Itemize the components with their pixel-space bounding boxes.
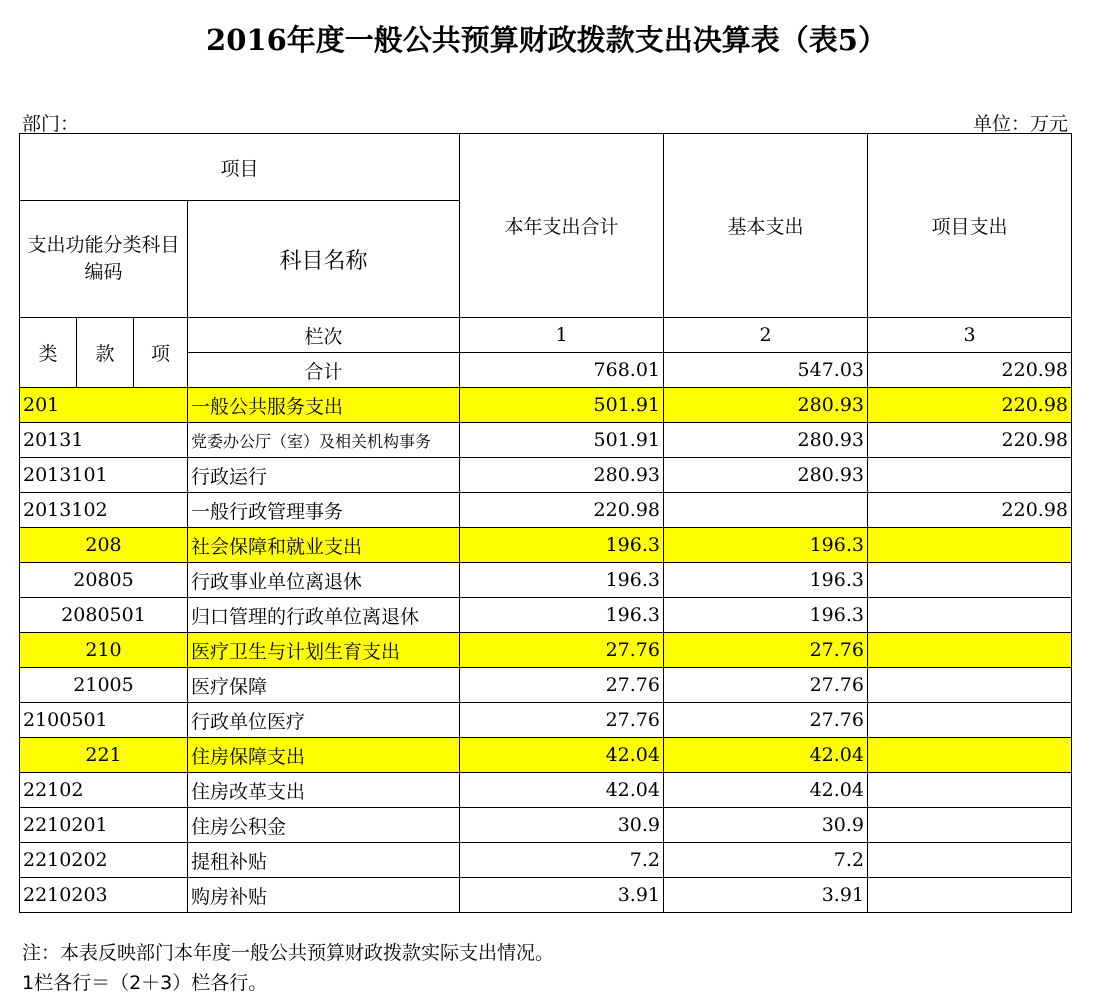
row-basic: 280.93 (664, 423, 868, 458)
row-basic: 280.93 (664, 388, 868, 423)
row-total: 27.76 (460, 668, 664, 703)
row-code: 2080501 (20, 598, 188, 633)
row-code: 210 (20, 633, 188, 668)
table-row (20, 563, 1072, 598)
header-func-code (20, 201, 188, 318)
row-total: 7.2 (460, 843, 664, 878)
row-basic: 30.9 (664, 808, 868, 843)
row-code: 2013101 (20, 458, 188, 493)
row-basic: 27.76 (664, 668, 868, 703)
row-project: 220.98 (868, 493, 1072, 528)
row-basic: 196.3 (664, 598, 868, 633)
row-subject-name: 医疗卫生与计划生育支出 (188, 633, 460, 668)
header-basic: 基本支出 (664, 134, 868, 318)
department-label: 部门： (22, 113, 80, 135)
row-project (868, 598, 1072, 633)
budget-table (19, 133, 1072, 913)
row-total: 30.9 (460, 808, 664, 843)
row-subject-name: 住房保障支出 (188, 738, 460, 773)
row-subject-name: 归口管理的行政单位离退休 (188, 598, 460, 633)
row-subject-name: 行政运行 (188, 458, 460, 493)
row-total: 27.76 (460, 703, 664, 738)
header-func-code-text: 支出功能分类科目编码 (27, 234, 180, 283)
row-total: 501.91 (460, 423, 664, 458)
row-total: 196.3 (460, 598, 664, 633)
row-project (868, 528, 1072, 563)
row-subject-name: 社会保障和就业支出 (188, 528, 460, 563)
row-subject-name: 党委办公厅（室）及相关机构事务 (188, 423, 460, 458)
total-row-label: 合计 (188, 353, 460, 388)
row-code: 2210203 (20, 878, 188, 913)
row-code: 2210201 (20, 808, 188, 843)
row-basic: 42.04 (664, 738, 868, 773)
header-col3: 3 (868, 318, 1072, 353)
unit-label: 单位：万元 (972, 113, 1068, 135)
table-row (20, 493, 1072, 528)
row-basic: 3.91 (664, 878, 868, 913)
footnote-2: 1栏各行＝（2＋3）栏各行。 (22, 972, 268, 994)
row-code: 20131 (20, 423, 188, 458)
total-row-total: 768.01 (460, 353, 664, 388)
row-project (868, 703, 1072, 738)
table-row (20, 668, 1072, 703)
row-total: 42.04 (460, 773, 664, 808)
table-row (20, 843, 1072, 878)
header-subject-name: 科目名称 (188, 201, 460, 318)
row-code: 201 (20, 388, 188, 423)
row-subject-name: 住房改革支出 (188, 773, 460, 808)
row-basic: 196.3 (664, 563, 868, 598)
table-row (20, 738, 1072, 773)
header-lanci: 栏次 (188, 318, 460, 353)
row-basic: 42.04 (664, 773, 868, 808)
table-row (20, 703, 1072, 738)
row-project (868, 633, 1072, 668)
row-code: 21005 (20, 668, 188, 703)
header-col2: 2 (664, 318, 868, 353)
row-basic: 27.76 (664, 633, 868, 668)
table-row (20, 633, 1072, 668)
row-basic: 7.2 (664, 843, 868, 878)
row-project: 220.98 (868, 388, 1072, 423)
header-col1: 1 (460, 318, 664, 353)
row-project (868, 878, 1072, 913)
row-project (868, 808, 1072, 843)
row-basic: 27.76 (664, 703, 868, 738)
row-total: 196.3 (460, 528, 664, 563)
row-code: 208 (20, 528, 188, 563)
table-row (20, 388, 1072, 423)
row-subject-name: 行政事业单位离退休 (188, 563, 460, 598)
row-subject-name: 一般公共服务支出 (188, 388, 460, 423)
row-subject-name: 购房补贴 (188, 878, 460, 913)
row-total: 501.91 (460, 388, 664, 423)
row-total: 220.98 (460, 493, 664, 528)
table-row (20, 878, 1072, 913)
row-subject-name: 提租补贴 (188, 843, 460, 878)
header-total: 本年支出合计 (460, 134, 664, 318)
header-item: 项目 (20, 134, 460, 201)
table-row (20, 598, 1072, 633)
row-basic (664, 493, 868, 528)
row-basic: 196.3 (664, 528, 868, 563)
row-total: 280.93 (460, 458, 664, 493)
header-kuan: 款 (77, 318, 134, 388)
header-lei: 类 (20, 318, 77, 388)
table-row (20, 808, 1072, 843)
row-project (868, 773, 1072, 808)
row-code: 221 (20, 738, 188, 773)
row-project: 220.98 (868, 423, 1072, 458)
table-row (20, 423, 1072, 458)
table-row (20, 458, 1072, 493)
row-project (868, 563, 1072, 598)
row-code: 22102 (20, 773, 188, 808)
row-subject-name: 行政单位医疗 (188, 703, 460, 738)
table-row (20, 773, 1072, 808)
row-code: 20805 (20, 563, 188, 598)
row-total: 196.3 (460, 563, 664, 598)
row-project (868, 458, 1072, 493)
row-project (868, 843, 1072, 878)
row-subject-name: 住房公积金 (188, 808, 460, 843)
row-code: 2100501 (20, 703, 188, 738)
page-title: 2016年度一般公共预算财政拨款支出决算表（表5） (206, 23, 887, 57)
row-subject-name: 一般行政管理事务 (188, 493, 460, 528)
total-row-project: 220.98 (868, 353, 1072, 388)
row-code: 2210202 (20, 843, 188, 878)
row-total: 42.04 (460, 738, 664, 773)
footnote-1: 注：本表反映部门本年度一般公共预算财政拨款实际支出情况。 (22, 942, 555, 964)
row-subject-name: 医疗保障 (188, 668, 460, 703)
header-xiang: 项 (134, 318, 188, 388)
row-total: 27.76 (460, 633, 664, 668)
row-project (868, 738, 1072, 773)
total-row-basic: 547.03 (664, 353, 868, 388)
header-project: 项目支出 (868, 134, 1072, 318)
row-basic: 280.93 (664, 458, 868, 493)
table-row (20, 528, 1072, 563)
row-total: 3.91 (460, 878, 664, 913)
row-project (868, 668, 1072, 703)
row-code: 2013102 (20, 493, 188, 528)
